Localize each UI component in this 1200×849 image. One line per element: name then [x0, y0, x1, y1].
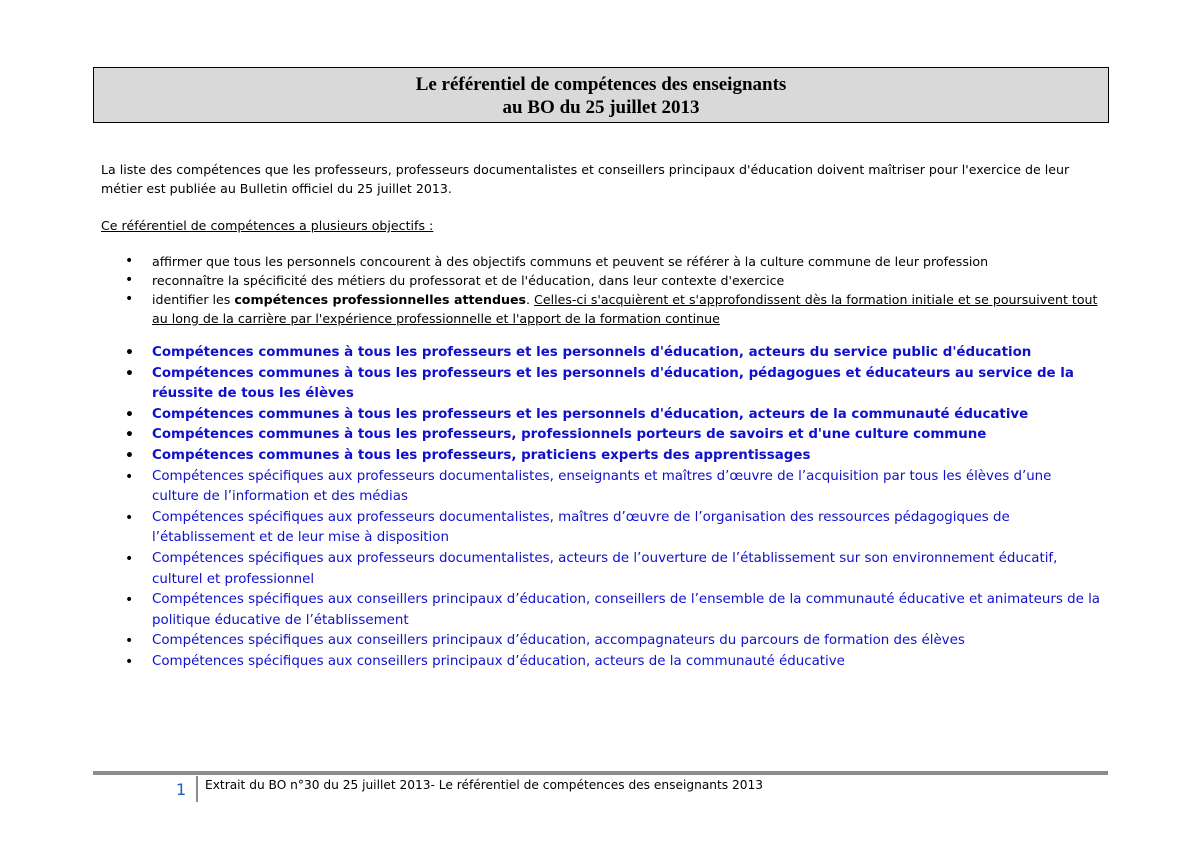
footer-separator [196, 776, 198, 802]
competence-item[interactable]: • Compétences spécifiques aux professeurs documentalistes, enseignants et maîtres d’œuvre de l’acquisition par tous les élèves d’une culture de l’information et des médias [101, 467, 1101, 508]
title-line-2: au BO du 25 juillet 2013 [502, 97, 700, 118]
competence-item[interactable]: • Compétences communes à tous les professeurs et les personnels d'éducation, acteurs du service public d'éducation [101, 343, 1101, 364]
intro-paragraph: La liste des compétences que les professeurs, professeurs documentalistes et conseillers principaux d'éducation doivent maîtriser pour l'exercice de leur métier est publiée au Bulletin officiel du 25 juillet 2013. [101, 162, 1070, 196]
document-body [101, 160, 1101, 673]
title-line-1: Le référentiel de compétences des enseignants [415, 74, 787, 95]
competence-item[interactable]: • Compétences communes à tous les professeurs, praticiens experts des apprentissages [101, 446, 1101, 467]
objective-item-dot: . [526, 292, 535, 307]
competence-item[interactable]: • Compétences spécifiques aux conseillers principaux d’éducation, accompagnateurs du parcours de formation des élèves [101, 631, 1101, 652]
page-number: 1 [176, 780, 187, 799]
competences-list [101, 343, 1101, 673]
objective-item: • reconnaître la spécificité des métiers du professorat et de l'éducation, dans leur contexte d'exercice [101, 271, 1101, 290]
competence-item[interactable]: • Compétences communes à tous les professeurs et les personnels d'éducation, pédagogues et éducateurs au service de la réussite de tous les élèves [101, 364, 1101, 405]
competence-item[interactable]: • Compétences spécifiques aux professeurs documentalistes, maîtres d’œuvre de l’organisation des ressources pédagogiques de l’établissement et de leur mise à disposition [101, 508, 1101, 549]
objective-item-bold: compétences professionnelles attendues [234, 292, 527, 307]
competence-item[interactable]: • Compétences communes à tous les professeurs et les personnels d'éducation, acteurs de la communauté éducative [101, 405, 1101, 426]
objective-item [101, 290, 1101, 328]
objectives-heading: Ce référentiel de compétences a plusieurs objectifs : [101, 218, 434, 233]
footer-rule [93, 771, 1108, 775]
competence-item[interactable]: • Compétences spécifiques aux professeurs documentalistes, acteurs de l’ouverture de l’établissement sur son environnement éducatif, culturel et professionnel [101, 549, 1101, 590]
objective-item: • affirmer que tous les personnels concourent à des objectifs communs et peuvent se référer à la culture commune de leur profession [101, 252, 1101, 271]
competence-item[interactable]: • Compétences communes à tous les professeurs, professionnels porteurs de savoirs et d'une culture commune [101, 425, 1101, 446]
footer-text: Extrait du BO n°30 du 25 juillet 2013- Le référentiel de compétences des enseignants 2013 [205, 778, 764, 792]
competence-item[interactable]: • Compétences spécifiques aux conseillers principaux d’éducation, acteurs de la communauté éducative [101, 652, 1101, 673]
objective-item-prefix: identifier les [152, 292, 235, 307]
objective-item-underlined: Celles-ci s'acquièrent et s'approfondissent dès la formation initiale et se poursuivent tout au long de la carrière par l'expérience professionnelle et l'apport de la formation continue [152, 292, 1098, 326]
document-title [93, 67, 1109, 123]
objectives-list [101, 252, 1101, 328]
competence-item[interactable]: • Compétences spécifiques aux conseillers principaux d’éducation, conseillers de l’ensemble de la communauté éducative et animateurs de la politique éducative de l’établissement [101, 590, 1101, 631]
